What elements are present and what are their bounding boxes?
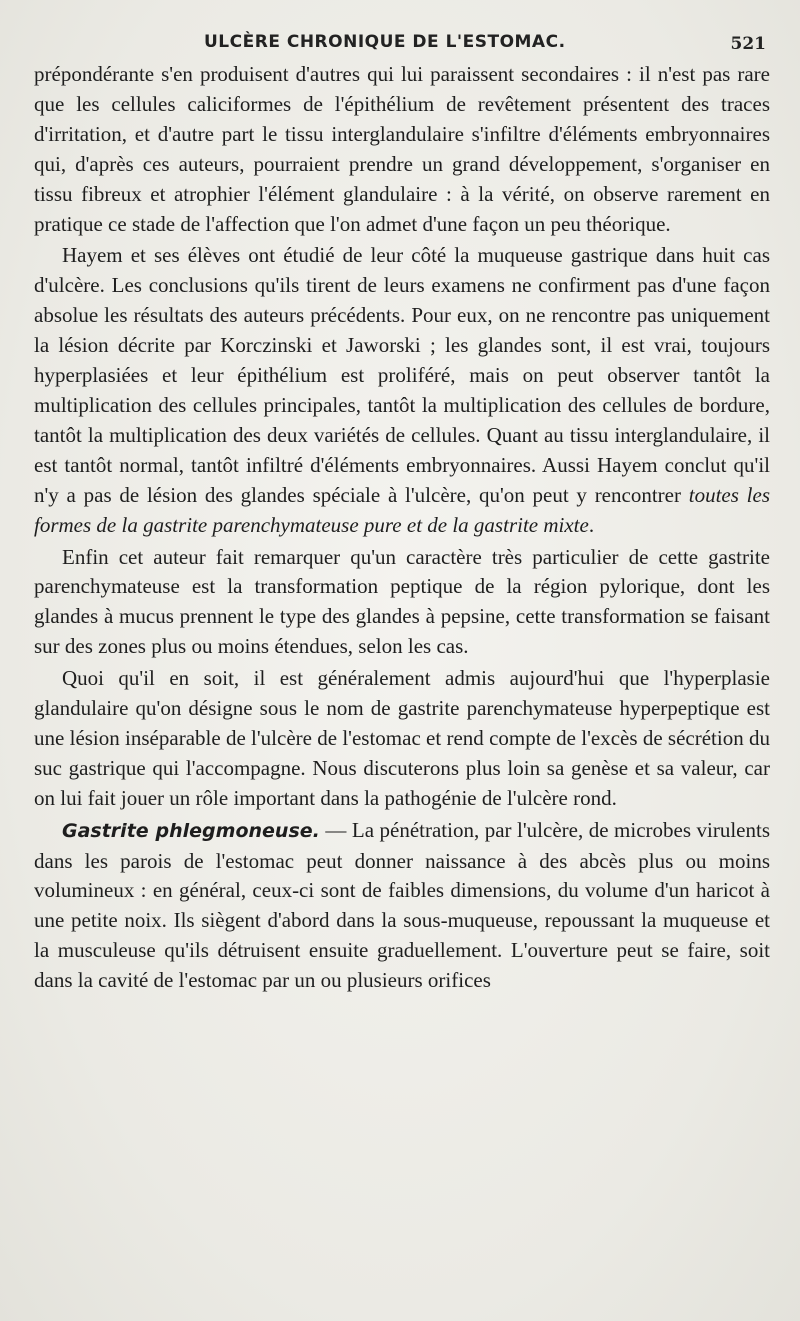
paragraph-gastrite-phlegmoneuse [34, 816, 770, 996]
page-number: 521 [730, 34, 766, 54]
paragraph-5-text: — La pénétration, par l'ulcère, de microbes virulents dans les parois de l'estomac peut donner naissance à des abcès plus ou moins volumineux : en général, ceux-ci sont de faibles dimensions, du volume d'un haricot à une petite noix. Ils siègent d'abord dans la sous-muqueuse, repoussant la muqueuse et la musculeuse qu'ils détruisent ensuite graduellement. L'ouverture peut se faire, soit dans la cavité de l'estomac par un ou plusieurs orifices [34, 817, 770, 993]
paragraph-4-text: Quoi qu'il en soit, il est généralement admis aujourd'hui que l'hyperplasie glandulaire qu'on désigne sous le nom de gastrite parenchymateuse hyperpeptique est une lésion inséparable de l'ulcère de l'estomac et rend compte de l'excès de sécrétion du suc gastrique qui l'accompagne. Nous discuterons plus loin sa genèse et sa valeur, car on lui fait jouer un rôle important dans la pathogénie de l'ulcère rond. [34, 666, 770, 810]
paragraph-3-text: Enfin cet auteur fait remarquer qu'un caractère très particulier de cette gastrite parenchymateuse est la transformation peptique de la région pylorique, dont les glandes à mucus prennent le type des glandes à pepsine, cette transformation se faisant sur des zones plus ou moins étendues, selon les cas. [34, 544, 770, 659]
paragraph-2-text-start: Hayem et ses élèves ont étudié de leur côté la muqueuse gastrique dans huit cas d'ulcère. Les conclusions qu'ils tirent de leurs examens ne confirment pas d'une façon absolue les résultats des auteurs précédents. Pour eux, on ne rencontre pas uniquement la lésion décrite par Korczinski et Jaworski ; les glandes sont, il est vrai, toujours hyperplasiées et leur épithélium est proliféré, mais on peut observer tantôt la multiplication des cellules principales, tantôt la multiplication des cellules de bordure, tantôt la multiplication des deux variétés de cellules. Quant au tissu interglandulaire, il est tantôt normal, tantôt infiltré d'éléments embryonnaires. Aussi Hayem conclut qu'il n'y a pas de lésion des glandes spéciale à l'ulcère, qu'on peut y rencontrer [34, 243, 770, 507]
paragraph-2-italic: toutes les formes de la gastrite parenchymateuse pure et de la gastrite mixte [34, 482, 770, 537]
paragraph-1-text: prépondérante s'en produisent d'autres qui lui paraissent secondaires : il n'est pas rare que les cellules caliciformes de l'épithélium de revêtement présentent des traces d'irritation, et d'autre part le tissu interglandulaire s'infiltre d'éléments embryonnaires qui, d'après ces auteurs, pourraient prendre un grand développement, s'organiser en tissu fibreux et atrophier l'élément glandulaire : à la vérité, on observe rarement en pratique ce stade de l'affection que l'on admet d'une façon un peu théorique. [34, 62, 770, 236]
paragraph-2-text-end: . [588, 512, 595, 537]
paragraph-hyperplasie [34, 664, 770, 814]
paragraph-hayem [34, 241, 770, 540]
body-text [34, 60, 770, 996]
section-heading: Gastrite phlegmoneuse. [62, 819, 320, 842]
running-title: ULCÈRE CHRONIQUE DE L'ESTOMAC. [204, 32, 566, 52]
paragraph-continuation [34, 60, 770, 239]
paragraph-transformation [34, 543, 770, 663]
page-header [34, 0, 770, 60]
